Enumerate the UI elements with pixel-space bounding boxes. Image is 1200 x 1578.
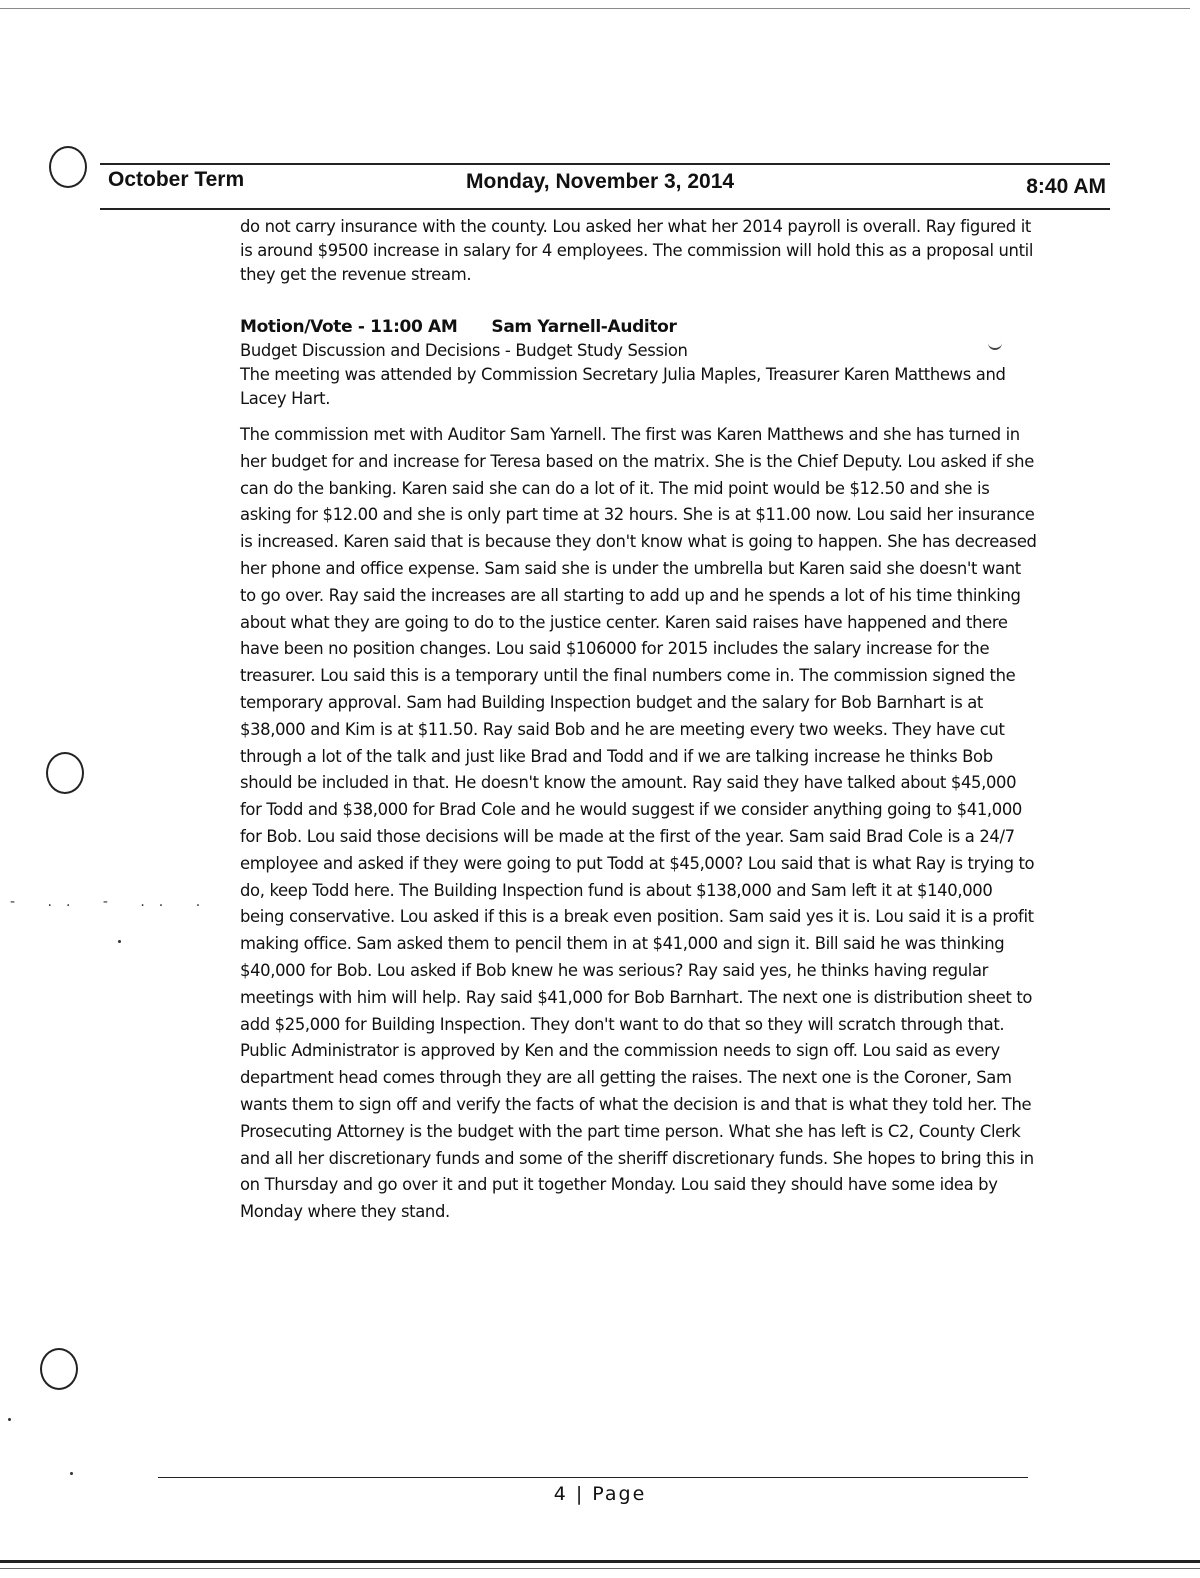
motion-label: Motion/Vote - bbox=[240, 317, 365, 337]
motion-presenter: Sam Yarnell-Auditor bbox=[491, 317, 677, 337]
header-rule bbox=[100, 208, 1110, 210]
document-body bbox=[240, 215, 1040, 1226]
punch-hole-icon bbox=[46, 752, 84, 794]
scan-speck bbox=[8, 1418, 11, 1421]
attendance-paragraph: The meeting was attended by Commission Secretary Julia Maples, Treasurer Karen Matthews and Lacey Hart. bbox=[240, 365, 1006, 408]
scan-speck bbox=[70, 1472, 73, 1475]
session-subheading: Budget Discussion and Decisions - Budget Study Session bbox=[240, 341, 688, 360]
motion-time: 11:00 AM bbox=[370, 317, 458, 337]
minutes-paragraph: The commission met with Auditor Sam Yarnell. The first was Karen Matthews and she has turned in her budget for and increase for Teresa based on the matrix. She is the Chief Deputy. Lou asked if she can do the banking. Karen said she can do a lot of it. The mid point would be $12.50 and she is asking for $12.00 and she is only part time at 32 hours. She is at $11.00 now. Lou said her insurance is increased. Karen said that is because they don't know what is going to happen. She has decreased her phone and office expense. Sam said she is under the umbrella but Karen said she doesn't want to go over. Ray said the increases are all starting to add up and he spends a lot of his time thinking about what they are going to do to the justice center. Karen said raises have happened and there have been no position changes. Lou said $106000 for 2015 includes the salary increase for the treasurer. Lou said this is a temporary until the final numbers come in. The commission signed the temporary approval. Sam had Building Inspection budget and the salary for Bob Barnhart is at $38,000 and Kim is at $11.50. Ray said Bob and he are meeting every two weeks. They have cut through a lot of the talk and just like Brad and Todd and if we are talking increase he thinks Bob should be included in that. He doesn't know the amount. Ray said they have talked about $45,000 for Todd and $38,000 for Brad Cole and he would suggest if we consider anything going to $41,000 for Bob. Lou said those decisions will be made at the first of the year. Sam said Brad Cole is a 24/7 employee and asked if they were going to put Todd at $45,000? Lou said that is what Ray is trying to do, keep Todd here. The Building Inspection fund is about $138,000 and Sam left it at $140,000 being conservative. Lou asked if this is a break even position. Sam said yes it is. Lou said it is a profit making office. Sam asked them to pencil them in at $41,000 and sign it. Bill said he was thinking $40,000 for Bob. Lou asked if Bob knew he was serious? Ray said yes, he thinks having regular meetings with him will help. Ray said $41,000 for Bob Barnhart. The next one is distribution sheet to add $25,000 for Building Inspection. They don't want to do that so they will scratch through that. Public Administrator is approved by Ken and the commission needs to sign off. Lou said as every department head comes through they are all getting the raises. The next one is the Coroner, Sam wants them to sign off and verify the facts of what the decision is and that is what they told her. The Prosecuting Attorney is the budget with the part time person. What she has left is C2, County Clerk and all her discretionary funds and some of the sheriff discretionary funds. She hopes to bring this in on Thursday and go over it and put it together Monday. Lou said they should have some idea by Monday where they stand. bbox=[240, 425, 1037, 1222]
intro-paragraph: do not carry insurance with the county. Lou asked her what her 2014 payroll is overall. Ray figured it is around $9500 increase in salary for 4 employees. The commission will hold this as a proposal until they get the revenue stream. bbox=[240, 217, 1034, 284]
scan-artifact-dashes: - .. - .. . bbox=[10, 894, 215, 910]
header-time: 8:40 AM bbox=[1026, 175, 1106, 198]
page-number: 4 | Page bbox=[553, 1483, 647, 1505]
scan-top-edge bbox=[0, 8, 1190, 9]
scan-speck bbox=[118, 940, 121, 943]
header-term: October Term bbox=[108, 168, 245, 191]
header-rule bbox=[100, 163, 1110, 165]
scan-bottom-edge bbox=[0, 1568, 1200, 1569]
header-date: Monday, November 3, 2014 bbox=[466, 170, 735, 193]
punch-hole-icon bbox=[49, 146, 87, 188]
punch-hole-icon bbox=[40, 1348, 78, 1390]
scan-bottom-edge bbox=[0, 1560, 1200, 1563]
motion-heading bbox=[240, 315, 1040, 339]
footer-rule bbox=[158, 1477, 1028, 1478]
page-header bbox=[108, 168, 1106, 204]
